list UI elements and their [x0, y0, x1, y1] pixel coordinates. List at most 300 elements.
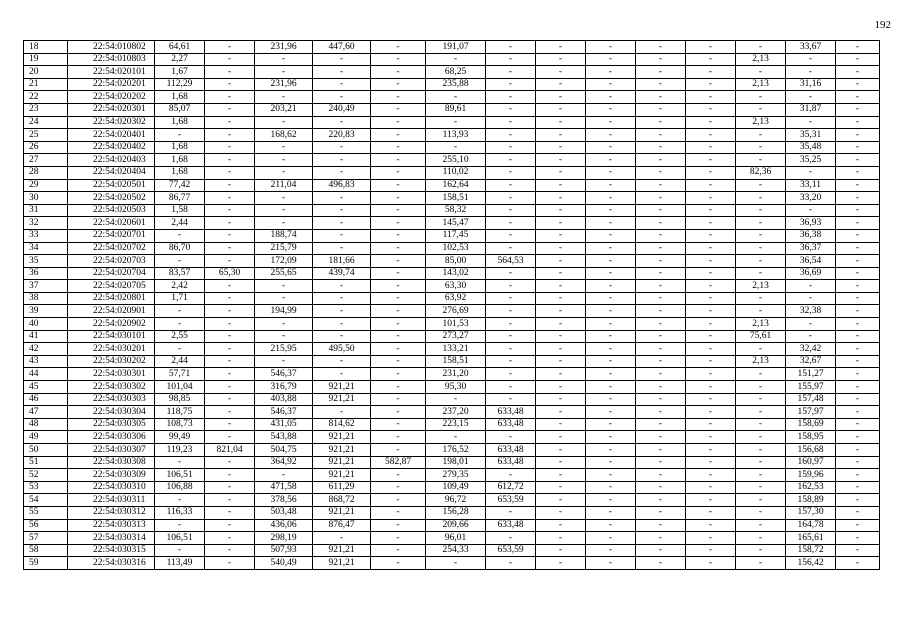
value-cell: -	[536, 544, 586, 557]
value-cell: -	[836, 280, 880, 293]
value-cell: -	[205, 280, 255, 293]
value-cell: 2,13	[736, 318, 786, 331]
value-cell: 158,51	[426, 192, 486, 205]
row-number-cell: 45	[24, 381, 68, 394]
value-cell: -	[586, 355, 636, 368]
value-cell: -	[371, 280, 426, 293]
value-cell: -	[686, 330, 736, 343]
cadastral-code-cell: 22:54:030315	[68, 544, 155, 557]
value-cell: -	[313, 53, 371, 66]
table-row	[24, 557, 880, 570]
value-cell: 98,85	[155, 393, 205, 406]
row-number-cell: 28	[24, 166, 68, 179]
cadastral-code-cell: 22:54:010803	[68, 53, 155, 66]
value-cell: 157,48	[786, 393, 836, 406]
value-cell: -	[205, 318, 255, 331]
value-cell: 158,72	[786, 544, 836, 557]
table-row	[24, 179, 880, 192]
value-cell: 564,53	[486, 255, 536, 268]
row-number-cell: 18	[24, 41, 68, 54]
value-cell: 33,20	[786, 192, 836, 205]
value-cell: -	[836, 267, 880, 280]
value-cell: -	[536, 41, 586, 54]
value-cell: -	[313, 192, 371, 205]
value-cell: -	[586, 154, 636, 167]
value-cell: -	[686, 506, 736, 519]
value-cell: -	[313, 91, 371, 104]
value-cell: -	[636, 267, 686, 280]
row-number-cell: 29	[24, 179, 68, 192]
value-cell: 2,13	[736, 78, 786, 91]
row-number-cell: 48	[24, 418, 68, 431]
row-number-cell: 31	[24, 204, 68, 217]
value-cell: -	[586, 78, 636, 91]
table-row	[24, 330, 880, 343]
value-cell: -	[313, 305, 371, 318]
value-cell: 540,49	[255, 557, 313, 570]
value-cell: -	[426, 53, 486, 66]
value-cell: -	[205, 355, 255, 368]
cadastral-code-cell: 22:54:020402	[68, 141, 155, 154]
value-cell: 31,87	[786, 103, 836, 116]
value-cell: -	[255, 91, 313, 104]
row-number-cell: 40	[24, 318, 68, 331]
table-row	[24, 217, 880, 230]
value-cell: -	[686, 129, 736, 142]
value-cell: 112,29	[155, 78, 205, 91]
data-table	[23, 40, 880, 570]
value-cell: -	[586, 431, 636, 444]
value-cell: -	[313, 204, 371, 217]
value-cell: -	[736, 217, 786, 230]
value-cell: -	[736, 406, 786, 419]
cadastral-code-cell: 22:54:010802	[68, 41, 155, 54]
cadastral-code-cell: 22:54:020302	[68, 116, 155, 129]
value-cell: 436,06	[255, 519, 313, 532]
value-cell: 876,47	[313, 519, 371, 532]
value-cell: -	[371, 204, 426, 217]
cadastral-code-cell: 22:54:030308	[68, 456, 155, 469]
table-row	[24, 368, 880, 381]
value-cell: -	[636, 318, 686, 331]
value-cell: 1,67	[155, 66, 205, 79]
value-cell: -	[371, 318, 426, 331]
value-cell: 35,31	[786, 129, 836, 142]
value-cell: -	[426, 557, 486, 570]
value-cell: -	[836, 229, 880, 242]
cadastral-code-cell: 22:54:030307	[68, 444, 155, 457]
value-cell: 176,52	[426, 444, 486, 457]
value-cell: -	[255, 166, 313, 179]
value-cell: 546,37	[255, 368, 313, 381]
value-cell: -	[586, 519, 636, 532]
value-cell: 58,32	[426, 204, 486, 217]
value-cell: -	[486, 242, 536, 255]
value-cell: -	[586, 204, 636, 217]
value-cell: -	[686, 192, 736, 205]
value-cell: 403,88	[255, 393, 313, 406]
value-cell: -	[686, 267, 736, 280]
value-cell: 96,72	[426, 494, 486, 507]
value-cell: 223,15	[426, 418, 486, 431]
value-cell: -	[155, 544, 205, 557]
value-cell: 471,58	[255, 481, 313, 494]
value-cell: -	[636, 469, 686, 482]
value-cell: -	[426, 91, 486, 104]
value-cell: -	[536, 481, 586, 494]
value-cell: -	[836, 393, 880, 406]
row-number-cell: 30	[24, 192, 68, 205]
value-cell: -	[736, 305, 786, 318]
value-cell: -	[636, 103, 686, 116]
value-cell: 95,30	[426, 381, 486, 394]
value-cell: 162,53	[786, 481, 836, 494]
value-cell: 1,68	[155, 91, 205, 104]
row-number-cell: 43	[24, 355, 68, 368]
value-cell: 164,78	[786, 519, 836, 532]
value-cell: -	[836, 78, 880, 91]
value-cell: -	[686, 481, 736, 494]
value-cell: -	[736, 204, 786, 217]
value-cell: -	[313, 292, 371, 305]
value-cell: 633,48	[486, 519, 536, 532]
value-cell: -	[536, 519, 586, 532]
value-cell: 612,72	[486, 481, 536, 494]
value-cell: 921,21	[313, 456, 371, 469]
value-cell: 231,20	[426, 368, 486, 381]
value-cell: -	[371, 494, 426, 507]
value-cell: -	[736, 179, 786, 192]
value-cell: 633,48	[486, 444, 536, 457]
value-cell: 145,47	[426, 217, 486, 230]
value-cell: 254,33	[426, 544, 486, 557]
row-number-cell: 27	[24, 154, 68, 167]
value-cell: 2,44	[155, 355, 205, 368]
row-number-cell: 52	[24, 469, 68, 482]
value-cell: 1,68	[155, 141, 205, 154]
value-cell: -	[686, 469, 736, 482]
value-cell: 68,25	[426, 66, 486, 79]
table-row	[24, 519, 880, 532]
value-cell: -	[426, 116, 486, 129]
value-cell: -	[586, 179, 636, 192]
value-cell: -	[205, 255, 255, 268]
value-cell: 63,92	[426, 292, 486, 305]
value-cell: -	[636, 406, 686, 419]
value-cell: -	[536, 494, 586, 507]
value-cell: 158,69	[786, 418, 836, 431]
value-cell: 1,68	[155, 166, 205, 179]
value-cell: -	[205, 116, 255, 129]
value-cell: -	[636, 179, 686, 192]
value-cell: 546,37	[255, 406, 313, 419]
value-cell: -	[686, 204, 736, 217]
value-cell: 35,25	[786, 154, 836, 167]
value-cell: -	[736, 557, 786, 570]
row-number-cell: 22	[24, 91, 68, 104]
value-cell: -	[686, 166, 736, 179]
value-cell: 255,65	[255, 267, 313, 280]
value-cell: 921,21	[313, 381, 371, 394]
value-cell: -	[536, 444, 586, 457]
value-cell: -	[686, 53, 736, 66]
value-cell: -	[371, 267, 426, 280]
cadastral-code-cell: 22:54:020801	[68, 292, 155, 305]
value-cell: 63,30	[426, 280, 486, 293]
value-cell: -	[586, 116, 636, 129]
row-number-cell: 24	[24, 116, 68, 129]
table-row	[24, 129, 880, 142]
value-cell: -	[255, 355, 313, 368]
cadastral-code-cell: 22:54:030309	[68, 469, 155, 482]
value-cell: 57,71	[155, 368, 205, 381]
value-cell: -	[636, 116, 686, 129]
value-cell: -	[155, 305, 205, 318]
value-cell: -	[836, 66, 880, 79]
value-cell: -	[536, 506, 586, 519]
value-cell: -	[536, 393, 586, 406]
value-cell: -	[155, 456, 205, 469]
value-cell: 36,54	[786, 255, 836, 268]
value-cell: 235,88	[426, 78, 486, 91]
value-cell: 181,66	[313, 255, 371, 268]
row-number-cell: 54	[24, 494, 68, 507]
value-cell: 119,23	[155, 444, 205, 457]
cadastral-code-cell: 22:54:030302	[68, 381, 155, 394]
value-cell: -	[205, 469, 255, 482]
value-cell: -	[536, 381, 586, 394]
value-cell: -	[586, 469, 636, 482]
value-cell: -	[636, 494, 686, 507]
value-cell: 2,44	[155, 217, 205, 230]
value-cell: -	[205, 292, 255, 305]
value-cell: -	[636, 242, 686, 255]
value-cell: 921,21	[313, 469, 371, 482]
value-cell: -	[586, 506, 636, 519]
value-cell: 157,30	[786, 506, 836, 519]
cadastral-code-cell: 22:54:020201	[68, 78, 155, 91]
value-cell: -	[736, 444, 786, 457]
value-cell: -	[313, 355, 371, 368]
value-cell: -	[205, 129, 255, 142]
value-cell: -	[836, 41, 880, 54]
cadastral-code-cell: 22:54:020701	[68, 229, 155, 242]
value-cell: -	[636, 381, 686, 394]
value-cell: -	[736, 343, 786, 356]
value-cell: -	[836, 494, 880, 507]
value-cell: -	[371, 78, 426, 91]
value-cell: -	[371, 255, 426, 268]
value-cell: 921,21	[313, 506, 371, 519]
value-cell: 36,37	[786, 242, 836, 255]
value-cell: -	[536, 557, 586, 570]
value-cell: -	[686, 242, 736, 255]
value-cell: -	[486, 393, 536, 406]
value-cell: -	[586, 103, 636, 116]
table-row	[24, 343, 880, 356]
value-cell: 447,60	[313, 41, 371, 54]
value-cell: 814,62	[313, 418, 371, 431]
row-number-cell: 42	[24, 343, 68, 356]
value-cell: -	[736, 242, 786, 255]
value-cell: 75,61	[736, 330, 786, 343]
row-number-cell: 35	[24, 255, 68, 268]
value-cell: -	[205, 381, 255, 394]
value-cell: -	[736, 192, 786, 205]
row-number-cell: 37	[24, 280, 68, 293]
value-cell: 32,67	[786, 355, 836, 368]
value-cell: -	[836, 192, 880, 205]
value-cell: -	[371, 305, 426, 318]
value-cell: 83,57	[155, 267, 205, 280]
cadastral-code-cell: 22:54:030314	[68, 532, 155, 545]
table-row	[24, 91, 880, 104]
value-cell: -	[205, 66, 255, 79]
value-cell: -	[371, 431, 426, 444]
value-cell: -	[836, 53, 880, 66]
row-number-cell: 32	[24, 217, 68, 230]
value-cell: -	[426, 393, 486, 406]
value-cell: 110,02	[426, 166, 486, 179]
value-cell: 503,48	[255, 506, 313, 519]
value-cell: -	[155, 494, 205, 507]
value-cell: -	[586, 41, 636, 54]
cadastral-code-cell: 22:54:020703	[68, 255, 155, 268]
value-cell: 31,16	[786, 78, 836, 91]
value-cell: 507,93	[255, 544, 313, 557]
value-cell: -	[486, 204, 536, 217]
value-cell: -	[736, 292, 786, 305]
value-cell: -	[536, 330, 586, 343]
value-cell: -	[205, 192, 255, 205]
cadastral-code-cell: 22:54:030312	[68, 506, 155, 519]
table-row	[24, 456, 880, 469]
value-cell: 77,42	[155, 179, 205, 192]
value-cell: -	[205, 519, 255, 532]
value-cell: -	[486, 141, 536, 154]
value-cell: -	[636, 41, 686, 54]
value-cell: -	[486, 192, 536, 205]
row-number-cell: 38	[24, 292, 68, 305]
value-cell: -	[155, 129, 205, 142]
value-cell: -	[536, 66, 586, 79]
table-row	[24, 532, 880, 545]
value-cell: -	[686, 217, 736, 230]
value-cell: -	[255, 330, 313, 343]
value-cell: -	[371, 66, 426, 79]
value-cell: -	[686, 103, 736, 116]
value-cell: -	[636, 141, 686, 154]
value-cell: -	[836, 141, 880, 154]
value-cell: -	[313, 330, 371, 343]
value-cell: -	[636, 229, 686, 242]
cadastral-code-cell: 22:54:030304	[68, 406, 155, 419]
value-cell: -	[371, 444, 426, 457]
value-cell: -	[205, 305, 255, 318]
value-cell: -	[313, 368, 371, 381]
value-cell: -	[636, 292, 686, 305]
value-cell: 2,13	[736, 53, 786, 66]
value-cell: -	[371, 381, 426, 394]
value-cell: -	[486, 229, 536, 242]
value-cell: -	[371, 116, 426, 129]
value-cell: -	[586, 255, 636, 268]
row-number-cell: 19	[24, 53, 68, 66]
value-cell: -	[371, 544, 426, 557]
value-cell: -	[686, 343, 736, 356]
table-row	[24, 154, 880, 167]
value-cell: -	[586, 393, 636, 406]
value-cell: -	[486, 66, 536, 79]
value-cell: -	[786, 280, 836, 293]
value-cell: -	[736, 519, 786, 532]
value-cell: -	[686, 368, 736, 381]
value-cell: -	[371, 506, 426, 519]
table-row	[24, 305, 880, 318]
value-cell: 868,72	[313, 494, 371, 507]
value-cell: -	[536, 406, 586, 419]
cadastral-code-cell: 22:54:030316	[68, 557, 155, 570]
value-cell: -	[686, 91, 736, 104]
value-cell: -	[586, 343, 636, 356]
value-cell: 921,21	[313, 431, 371, 444]
value-cell: 582,87	[371, 456, 426, 469]
value-cell: -	[586, 242, 636, 255]
value-cell: -	[371, 166, 426, 179]
value-cell: -	[486, 166, 536, 179]
value-cell: -	[486, 532, 536, 545]
value-cell: -	[836, 242, 880, 255]
value-cell: 316,79	[255, 381, 313, 394]
cadastral-code-cell: 22:54:030305	[68, 418, 155, 431]
value-cell: -	[736, 368, 786, 381]
value-cell: -	[786, 91, 836, 104]
row-number-cell: 53	[24, 481, 68, 494]
value-cell: -	[686, 355, 736, 368]
value-cell: -	[205, 532, 255, 545]
value-cell: -	[371, 557, 426, 570]
row-number-cell: 59	[24, 557, 68, 570]
value-cell: -	[371, 192, 426, 205]
cadastral-code-cell: 22:54:020704	[68, 267, 155, 280]
value-cell: -	[313, 166, 371, 179]
value-cell: -	[255, 292, 313, 305]
value-cell: -	[205, 166, 255, 179]
value-cell: -	[371, 179, 426, 192]
cadastral-code-cell: 22:54:020404	[68, 166, 155, 179]
value-cell: -	[536, 204, 586, 217]
value-cell: 33,67	[786, 41, 836, 54]
table-row	[24, 103, 880, 116]
value-cell: 215,95	[255, 343, 313, 356]
cadastral-code-cell: 22:54:020301	[68, 103, 155, 116]
cadastral-code-cell: 22:54:030311	[68, 494, 155, 507]
value-cell: -	[736, 255, 786, 268]
value-cell: -	[536, 242, 586, 255]
value-cell: -	[586, 292, 636, 305]
value-cell: -	[636, 154, 686, 167]
value-cell: -	[371, 406, 426, 419]
table-row	[24, 506, 880, 519]
value-cell: -	[736, 506, 786, 519]
value-cell: -	[486, 78, 536, 91]
value-cell: -	[486, 368, 536, 381]
value-cell: 106,88	[155, 481, 205, 494]
value-cell: 99,49	[155, 431, 205, 444]
value-cell: -	[371, 355, 426, 368]
table-row	[24, 292, 880, 305]
table-row	[24, 141, 880, 154]
